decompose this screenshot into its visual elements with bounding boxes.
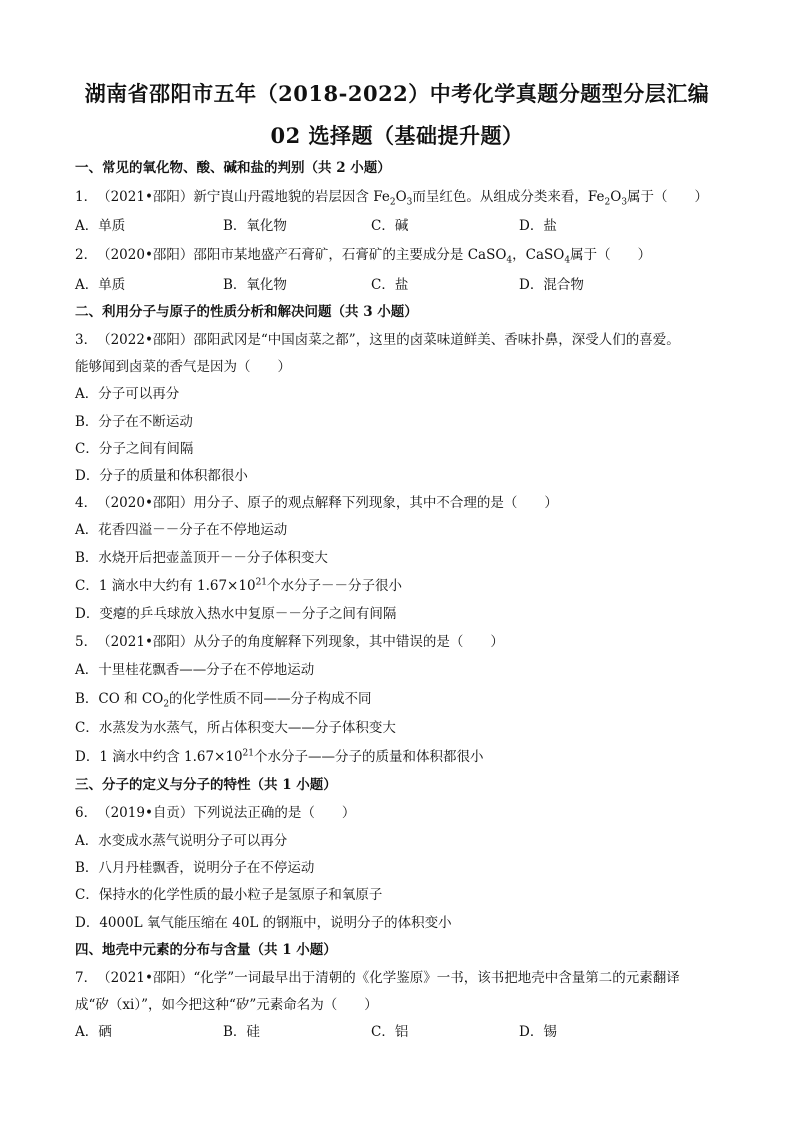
document-subtitle: 02 选择题（基础提升题） (270, 123, 524, 148)
question-6-option-a: A．水变成水蒸气说明分子可以再分 (75, 833, 288, 849)
question-4-option-a: A．花香四溢－－分子在不停地运动 (75, 522, 288, 538)
question-3-option-a: A．分子可以再分 (75, 386, 180, 402)
question-4-option-b: B．水烧开后把壶盖顶开－－分子体积变大 (75, 550, 328, 566)
question-3-option-c: C．分子之间有间隔 (75, 441, 194, 457)
question-6-option-c: C．保持水的化学性质的最小粒子是氢原子和氧原子 (75, 887, 383, 903)
question-6-stem: 6． （2019•自贡）下列说法正确的是（ ） (75, 805, 356, 821)
question-5-option-d: D．1 滴水中约含 $1.67\times 10^{21}$个水分子——分子的质量和体积都很小 (75, 748, 484, 765)
document-title: 湖南省邵阳市五年（2018-2022）中考化学真题分题型分层汇编 (84, 81, 710, 106)
question-4-stem: 4． （2020•邵阳）用分子、原子的观点解释下列现象，其中不合理的是（ ） (75, 495, 558, 511)
question-1-options (75, 216, 734, 236)
option-d: D．锡 (519, 1024, 557, 1040)
question-5-option-a: A．十里桂花飘香——分子在不停地运动 (75, 662, 315, 678)
option-b: B．硅 (223, 1024, 260, 1040)
question-7-stem-line1: 7． （2021•邵阳）“化学”一词最早出于清朝的《化学鉴原》一书，该书把地壳中含量第二的元素翻译 (75, 970, 680, 986)
question-1-stem: 1． （2021•邵阳）新宁崀山丹霞地貌的岩层因含 $Fe_2O_3$而呈红色。从组成分类来看，$Fe_2O_3$属于（ ） (75, 189, 709, 208)
section-heading-2: 二、利用分子与原子的性质分析和解决问题（共 3 小题） (75, 304, 418, 320)
option-a: A．单质 (75, 218, 126, 234)
option-c: C．碱 (371, 218, 409, 234)
section-heading-1: 一、常见的氧化物、酸、碱和盐的判别（共 2 小题） (75, 160, 391, 176)
question-5-option-c: C．水蒸发为水蒸气，所占体积变大——分子体积变大 (75, 720, 396, 736)
question-4-option-c: C．1 滴水中大约有 $1.67\times 10^{21}$个水分子－－分子很小 (75, 577, 403, 594)
section-heading-4: 四、地壳中元素的分布与含量（共 1 小题） (75, 942, 337, 958)
question-4-option-d: D．变瘪的乒乓球放入热水中复原－－分子之间有间隔 (75, 606, 397, 622)
option-a: A．单质 (75, 277, 126, 293)
question-6-option-b: B．八月丹桂飘香，说明分子在不停运动 (75, 860, 315, 876)
question-3-stem-line1: 3． （2022•邵阳）邵阳武冈是“中国卤菜之都”，这里的卤菜味道鲜美、香味扑鼻，深受人们的喜爱。 (75, 332, 680, 348)
question-2-options (75, 275, 734, 295)
option-a: A．硒 (75, 1024, 112, 1040)
option-d: D．混合物 (519, 277, 584, 293)
question-3-option-d: D．分子的质量和体积都很小 (75, 468, 248, 484)
option-d: D．盐 (519, 218, 557, 234)
question-7-stem-line2: 成“矽（xi）”，如今把这种“矽”元素命名为（ ） (75, 997, 378, 1013)
question-5-option-b: B．CO 和 $CO_2$的化学性质不同——分子构成不同 (75, 691, 372, 710)
question-3-option-b: B．分子在不断运动 (75, 414, 193, 430)
question-6-option-d: D．4000L 氧气能压缩在 40L 的钢瓶中，说明分子的体积变小 (75, 915, 452, 931)
option-b: B．氧化物 (223, 218, 287, 234)
question-7-options (75, 1022, 734, 1042)
option-c: C．铝 (371, 1024, 409, 1040)
question-5-stem: 5． （2021•邵阳）从分子的角度解释下列现象，其中错误的是（ ） (75, 634, 504, 650)
question-3-stem-line2: 能够闻到卤菜的香气是因为（ ） (75, 359, 291, 375)
section-heading-3: 三、分子的定义与分子的特性（共 1 小题） (75, 777, 337, 793)
question-2-stem: 2． （2020•邵阳）邵阳市某地盛产石膏矿，石膏矿的主要成分是 CaSO$_4$，CaSO$_4$属于（ ） (75, 247, 652, 266)
option-b: B．氧化物 (223, 277, 287, 293)
option-c: C．盐 (371, 277, 409, 293)
